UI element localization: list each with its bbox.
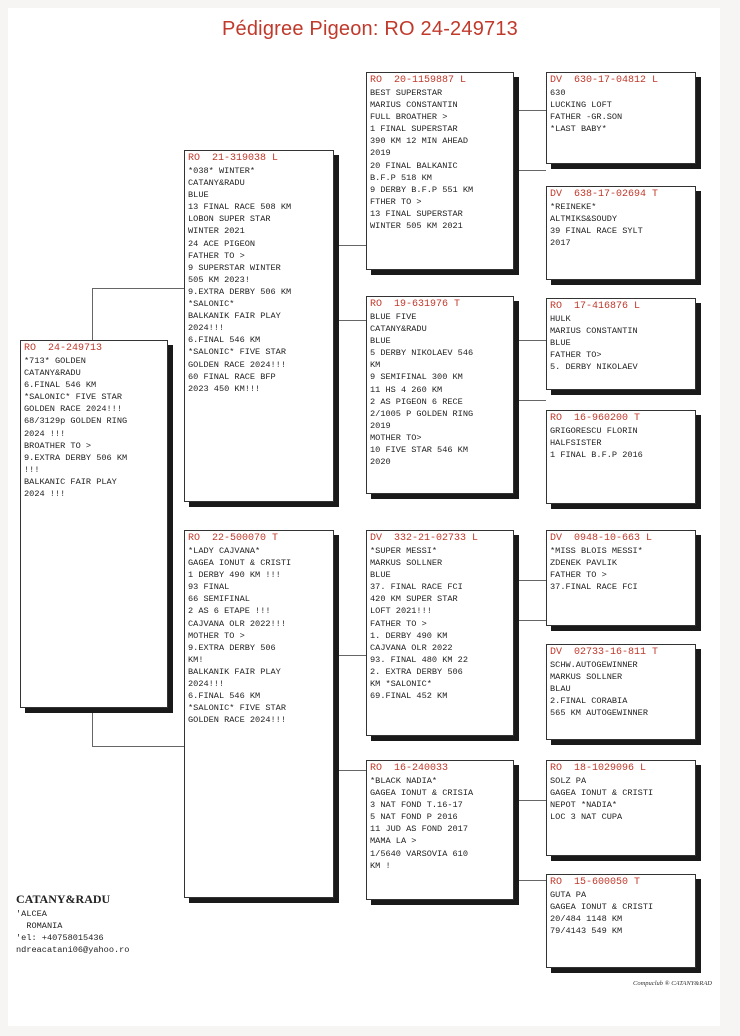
info-line: MOTHER TO > xyxy=(188,630,245,641)
page-title: Pédigree Pigeon: RO 24-249713 xyxy=(221,18,518,40)
info-line: 1 FINAL SUPERSTAR xyxy=(370,124,458,135)
info-line: *SALONIC* FIVE STAR xyxy=(188,347,286,358)
info-line: HALFSISTER xyxy=(550,438,602,449)
pigeon-card-sire xyxy=(184,150,334,502)
info-line: 2024 !!! xyxy=(24,428,66,439)
info-line: *038* WINTER* xyxy=(188,166,256,176)
info-line: KM ! xyxy=(370,860,391,871)
connector xyxy=(92,708,93,746)
pigeon-card-ddd xyxy=(546,874,696,968)
info-line: BLUE xyxy=(370,570,391,581)
pigeon-card-sire-dam xyxy=(366,296,514,494)
info-line: 79/4143 549 KM xyxy=(550,926,623,937)
info-line: *MISS BLOIS MESSI* xyxy=(550,546,643,556)
info-line: 39 FINAL RACE SYLT xyxy=(550,226,643,237)
info-line: 2.FINAL CORABIA xyxy=(550,696,628,707)
info-line: 68/3129p GOLDEN RING xyxy=(24,416,128,427)
connector xyxy=(334,245,366,246)
info-line: 1/5640 VARSOVIA 610 xyxy=(370,848,468,859)
info-line: GRIGORESCU FLORIN xyxy=(550,426,638,436)
info-line: 9.EXTRA DERBY 506 xyxy=(188,642,276,653)
info-line: MARKUS SOLLNER xyxy=(550,672,623,683)
connector xyxy=(514,340,546,341)
ring-number: DV 630-17-04812 L xyxy=(550,75,659,86)
connector xyxy=(514,580,546,581)
info-line: 10 FIVE STAR 546 KM xyxy=(370,445,468,456)
info-line: 6.FINAL 546 KM xyxy=(188,335,261,346)
info-line: GAGEA IONUT & CRISTI xyxy=(188,558,292,569)
info-line: GAGEA IONUT & CRISIA xyxy=(370,788,474,799)
info-line: 93 FINAL xyxy=(188,582,230,593)
ring-number: DV 0948-10-663 L xyxy=(550,533,653,544)
info-line: BROATHER TO > xyxy=(24,440,92,451)
info-line: SCHW.AUTOGEWINNER xyxy=(550,660,638,670)
info-line: 9.EXTRA DERBY 506 KM xyxy=(24,452,128,463)
info-line: 24 ACE PIGEON xyxy=(188,238,256,249)
info-line: *SUPER MESSI* xyxy=(370,546,438,556)
info-line: MAMA LA > xyxy=(370,836,417,847)
info-line: 390 KM 12 MIN AHEAD xyxy=(370,136,468,147)
info-line: 2023 450 KM!!! xyxy=(188,383,261,394)
info-line: 1. DERBY 490 KM xyxy=(370,630,448,641)
connector xyxy=(334,770,366,771)
info-line: 2019 xyxy=(370,420,391,431)
info-line: GAGEA IONUT & CRISTI xyxy=(550,902,654,913)
ring-number: RO 17-416876 L xyxy=(550,301,641,312)
ring-number: RO 24-249713 xyxy=(24,343,103,354)
ring-number: RO 16-240033 xyxy=(370,763,449,774)
info-line: SOLZ PA xyxy=(550,776,587,786)
info-line: 2/1005 P GOLDEN RING xyxy=(370,408,474,419)
info-line: !!! xyxy=(24,464,40,475)
connector xyxy=(334,320,366,321)
info-line: CATANY&RADU xyxy=(370,324,427,335)
breeder-block xyxy=(16,890,129,956)
pigeon-card-main xyxy=(20,340,168,708)
info-line: ZDENEK PAVLIK xyxy=(550,558,618,569)
connector xyxy=(514,110,515,170)
pigeon-card-sds xyxy=(546,298,696,390)
info-line: 420 KM SUPER STAR xyxy=(370,594,458,605)
info-line: 93. FINAL 480 KM 22 xyxy=(370,654,468,665)
info-line: 5. DERBY NIKOLAEV xyxy=(550,362,638,373)
pigeon-card-sss xyxy=(546,72,696,164)
connector xyxy=(334,245,335,320)
ring-number: RO 21-319038 L xyxy=(188,153,279,164)
connector xyxy=(514,340,515,400)
connector xyxy=(514,620,546,621)
info-line: FATHER TO > xyxy=(550,570,607,581)
pigeon-card-dss xyxy=(546,530,696,626)
connector xyxy=(514,580,515,620)
info-line: 2017 xyxy=(550,238,571,249)
info-line: 9 SUPERSTAR WINTER xyxy=(188,262,281,273)
connector xyxy=(92,746,186,747)
info-line: 505 KM 2023! xyxy=(188,274,250,285)
info-line: NEPOT *NADIA* xyxy=(550,800,618,811)
info-line: LUCKING LOFT xyxy=(550,100,612,111)
info-line: FATHER TO > xyxy=(370,618,427,629)
ring-number: DV 638-17-02694 T xyxy=(550,189,659,200)
info-line: LOBON SUPER STAR xyxy=(188,214,271,225)
pigeon-card-ssd xyxy=(546,186,696,280)
info-line: CATANY&RADU xyxy=(24,368,81,379)
info-line: *713* GOLDEN xyxy=(24,356,86,366)
pigeon-card-dds xyxy=(546,760,696,856)
ring-number: DV 02733-16-811 T xyxy=(550,647,659,658)
info-line: GOLDEN RACE 2024!!! xyxy=(188,715,286,726)
info-line: 2019 xyxy=(370,148,391,159)
breeder-name: CATANY&RADU xyxy=(16,892,111,906)
pigeon-card-sdd xyxy=(546,410,696,504)
info-line: MARKUS SOLLNER xyxy=(370,558,443,569)
info-line: GUTA PA xyxy=(550,890,587,900)
info-line: 1 DERBY 490 KM !!! xyxy=(188,570,281,581)
info-line: *SALONIC* xyxy=(188,299,235,310)
info-line: BLUE FIVE xyxy=(370,312,417,322)
info-line: 13 FINAL SUPERSTAR xyxy=(370,208,463,219)
connector xyxy=(514,110,546,111)
ring-number: RO 18-1029096 L xyxy=(550,763,647,774)
connector xyxy=(334,655,335,770)
info-line: BEST SUPERSTAR xyxy=(370,88,443,98)
info-line: BLUE xyxy=(550,338,571,349)
info-line: B.F.P 518 KM xyxy=(370,172,432,183)
info-line: 565 KM AUTOGEWINNER xyxy=(550,708,648,719)
info-line: 2020 xyxy=(370,457,391,468)
info-line: CATANY&RADU xyxy=(188,178,245,189)
info-line: 69.FINAL 452 KM xyxy=(370,691,448,702)
info-line: GOLDEN RACE 2024!!! xyxy=(24,404,122,415)
info-line: *LAST BABY* xyxy=(550,124,607,135)
info-line: KM *SALONIC* xyxy=(370,679,432,690)
info-line: BLUE xyxy=(370,336,391,347)
info-line: 9 DERBY B.F.P 551 KM xyxy=(370,184,474,195)
info-line: MOTHER TO> xyxy=(370,432,422,443)
connector xyxy=(514,800,546,801)
info-line: BALKANIK FAIR PLAY xyxy=(188,666,281,677)
pigeon-card-dam xyxy=(184,530,334,898)
info-line: GOLDEN RACE 2024!!! xyxy=(188,359,286,370)
info-line: 20/484 1148 KM xyxy=(550,914,623,925)
info-line: 1 FINAL B.F.P 2016 xyxy=(550,450,643,461)
info-line: KM xyxy=(370,360,381,371)
info-line: 5 DERBY NIKOLAEV 546 xyxy=(370,348,474,359)
info-line: 11 HS 4 260 KM xyxy=(370,384,443,395)
info-line: LOC 3 NAT CUPA xyxy=(550,812,623,823)
info-line: BALKANIC FAIR PLAY xyxy=(24,476,117,487)
info-line: 37. FINAL RACE FCI xyxy=(370,582,463,593)
info-line: FTHER TO > xyxy=(370,196,422,207)
info-line: 66 SEMIFINAL xyxy=(188,594,250,605)
ring-number: RO 19-631976 T xyxy=(370,299,461,310)
connector xyxy=(514,170,546,171)
info-line: 3 NAT FOND T.16-17 xyxy=(370,800,463,811)
breeder-line: ROMANIA xyxy=(16,921,63,931)
info-line: 630 xyxy=(550,88,566,98)
info-line: FATHER TO > xyxy=(188,250,245,261)
info-line: WINTER 2021 xyxy=(188,226,245,237)
info-line: 37.FINAL RACE FCI xyxy=(550,582,638,593)
info-line: 2 AS 6 ETAPE !!! xyxy=(188,606,271,617)
breeder-phone: 'el: +40758015436 xyxy=(16,933,104,943)
info-line: MARIUS CONSTANTIN xyxy=(370,100,458,111)
info-line: *LADY CAJVANA* xyxy=(188,546,261,556)
breeder-line: 'ALCEA xyxy=(16,909,47,919)
connector xyxy=(514,400,546,401)
info-line: CAJVANA OLR 2022!!! xyxy=(188,618,286,629)
connector xyxy=(514,880,546,881)
info-line: 2024!!! xyxy=(188,323,225,334)
info-line: 6.FINAL 546 KM xyxy=(188,691,261,702)
connector xyxy=(514,800,515,880)
info-line: *BLACK NADIA* xyxy=(370,776,438,786)
info-line: LOFT 2021!!! xyxy=(370,606,432,617)
info-line: 2 AS PIGEON 6 RECE xyxy=(370,396,463,407)
info-line: HULK xyxy=(550,314,571,324)
info-line: FATHER -GR.SON xyxy=(550,112,623,123)
connector xyxy=(92,288,93,342)
info-line: 13 FINAL RACE 508 KM xyxy=(188,202,292,213)
connector xyxy=(92,288,186,289)
info-line: 20 FINAL BALKANIC xyxy=(370,160,458,171)
ring-number: RO 22-500070 T xyxy=(188,533,279,544)
pigeon-card-dam-sire xyxy=(366,530,514,736)
info-line: BALKANIK FAIR PLAY xyxy=(188,311,281,322)
ring-number: RO 20-1159887 L xyxy=(370,75,467,86)
footer-credit: Compuclub ® CATANY&RAD xyxy=(633,980,712,987)
info-line: 5 NAT FOND P 2016 xyxy=(370,812,458,823)
ring-number: RO 15-600050 T xyxy=(550,877,641,888)
info-line: 9 SEMIFINAL 300 KM xyxy=(370,372,463,383)
info-line: CAJVANA OLR 2022 xyxy=(370,642,453,653)
info-line: FATHER TO> xyxy=(550,350,602,361)
info-line: 9.EXTRA DERBY 506 KM xyxy=(188,286,292,297)
info-line: 60 FINAL RACE BFP xyxy=(188,371,276,382)
info-line: 2. EXTRA DERBY 506 xyxy=(370,666,463,677)
info-line: BLUE xyxy=(188,190,209,201)
info-line: *REINEKE* xyxy=(550,202,597,212)
ring-number: DV 332-21-02733 L xyxy=(370,533,479,544)
info-line: WINTER 505 KM 2021 xyxy=(370,221,463,232)
breeder-email: ndreacatani06@yahoo.ro xyxy=(16,945,130,955)
pigeon-card-dsd xyxy=(546,644,696,740)
connector xyxy=(334,655,366,656)
info-line: 11 JUD AS FOND 2017 xyxy=(370,824,468,835)
info-line: KM! xyxy=(188,654,204,665)
info-line: ALTMIKS&SOUDY xyxy=(550,214,618,225)
info-line: GAGEA IONUT & CRISTI xyxy=(550,788,654,799)
pigeon-card-dam-dam xyxy=(366,760,514,900)
info-line: FULL BROATHER > xyxy=(370,112,448,123)
info-line: 2024 !!! xyxy=(24,489,66,500)
ring-number: RO 16-960200 T xyxy=(550,413,641,424)
info-line: MARIUS CONSTANTIN xyxy=(550,326,638,337)
info-line: 2024!!! xyxy=(188,679,225,690)
pigeon-card-sire-sire xyxy=(366,72,514,270)
info-line: BLAU xyxy=(550,684,571,695)
info-line: *SALONIC* FIVE STAR xyxy=(188,703,286,714)
info-line: *SALONIC* FIVE STAR xyxy=(24,392,122,403)
info-line: 6.FINAL 546 KM xyxy=(24,380,97,391)
